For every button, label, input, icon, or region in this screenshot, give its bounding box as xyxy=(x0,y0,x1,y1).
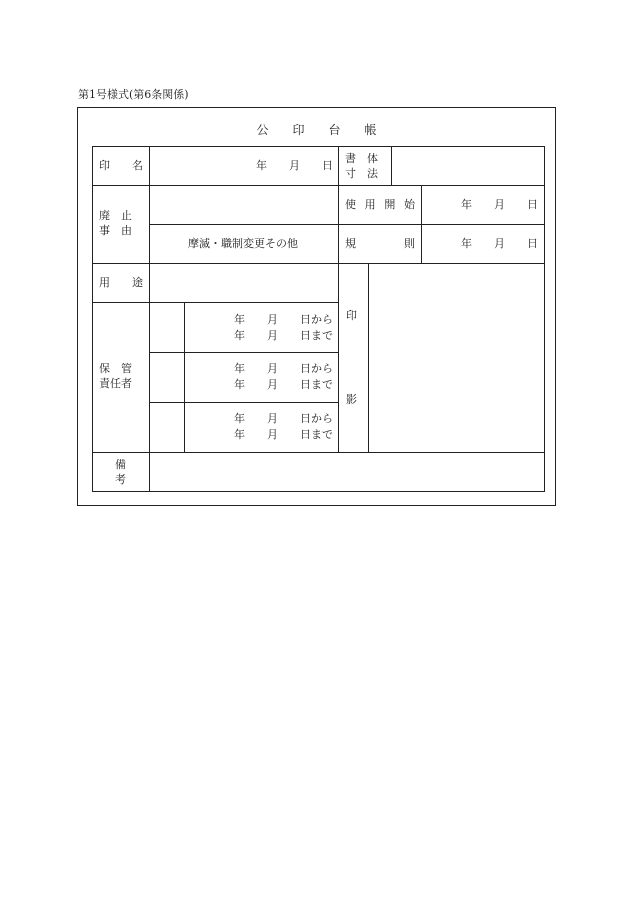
row-divider xyxy=(93,185,544,186)
rules-date: 年 月 日 xyxy=(461,237,538,250)
column-divider xyxy=(184,302,185,452)
column-divider xyxy=(338,147,339,263)
label-abolition-reason: 廃 止 事 由 xyxy=(99,209,132,237)
label-seal-impression-2: 影 xyxy=(346,393,357,406)
abolition-reason-value: 摩滅・職制変更その他 xyxy=(188,237,298,250)
label-seal-impression-1: 印 xyxy=(346,309,357,322)
label-font-size: 書 体 寸 法 xyxy=(345,152,378,180)
label-remarks: 備 考 xyxy=(115,458,126,486)
use-start-date: 年 月 日 xyxy=(461,198,538,211)
column-divider xyxy=(368,263,369,452)
row-divider xyxy=(149,224,544,225)
row-divider xyxy=(93,302,338,303)
row-divider xyxy=(93,452,544,453)
label-use-start: 使 用 開 始 xyxy=(345,198,415,211)
form-title: 公 印 台 帳 xyxy=(256,123,377,137)
seal-register-table xyxy=(92,146,545,492)
row-divider xyxy=(149,352,338,353)
form-frame xyxy=(77,107,556,506)
custody-period-1: 年 月 日から 年 月 日まで xyxy=(234,313,333,342)
label-rules: 規 則 xyxy=(345,237,415,250)
column-divider xyxy=(338,263,339,452)
custody-period-3: 年 月 日から 年 月 日まで xyxy=(234,412,333,441)
custody-period-2: 年 月 日から 年 月 日まで xyxy=(234,362,333,391)
column-divider xyxy=(149,147,150,491)
label-custodian: 保 管 責任者 xyxy=(99,362,132,390)
label-seal-name: 印 名 xyxy=(99,159,143,172)
label-purpose: 用 途 xyxy=(99,276,143,289)
form-number-heading: 第1号様式(第6条関係) xyxy=(78,88,189,101)
row-divider xyxy=(149,402,338,403)
abolition-date: 年 月 日 xyxy=(256,159,333,172)
row-divider xyxy=(93,263,544,264)
column-divider xyxy=(421,185,422,263)
column-divider xyxy=(391,147,392,185)
